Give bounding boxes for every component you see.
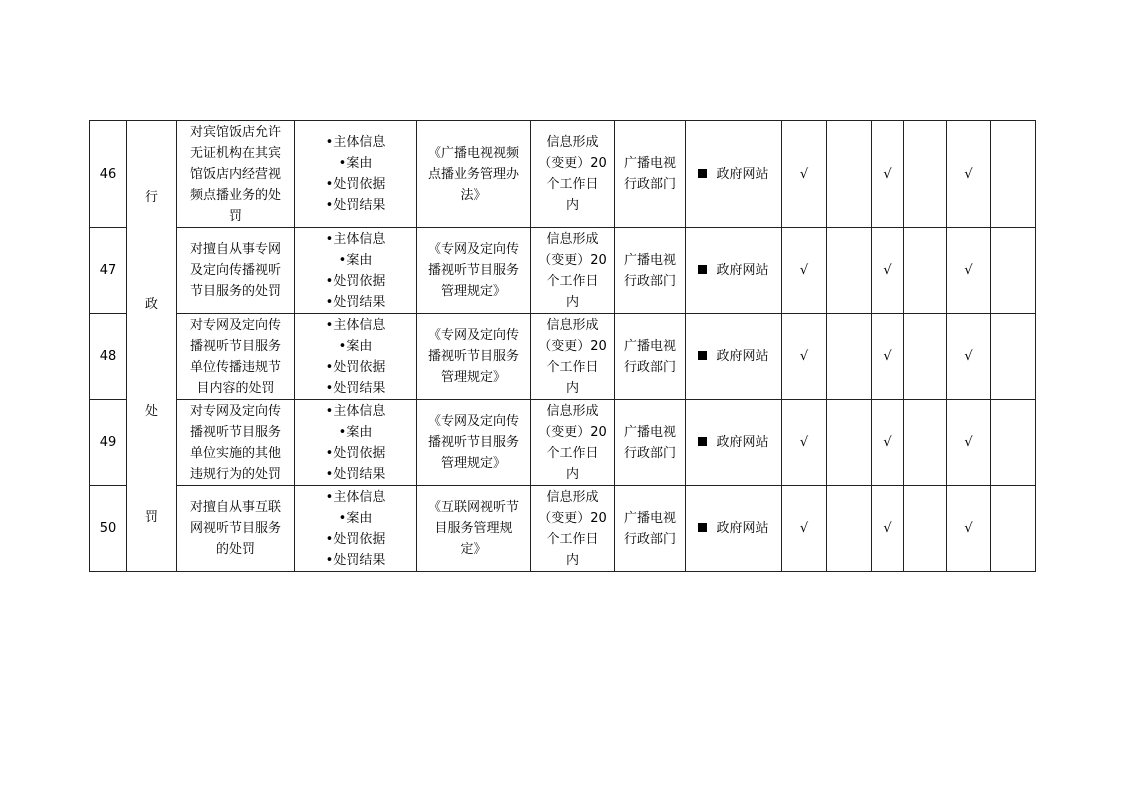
disclosure-content: [295, 121, 417, 228]
disclosure-content-line: •处罚依据: [325, 273, 386, 289]
checkmark-cell: √: [782, 314, 827, 400]
channel-label: 政府网站: [716, 435, 769, 450]
legal-basis-line: 《互联网视听节: [427, 500, 519, 515]
disclosure-content-line: •处罚结果: [325, 198, 386, 213]
disclosure-content-line: •案由: [338, 424, 373, 440]
channel-label: 政府网站: [716, 166, 769, 182]
item-name-line: 播视听节目服务: [189, 424, 281, 440]
checkmark-cell: √: [947, 314, 991, 400]
checkmark-cell: [827, 400, 872, 486]
legal-basis-line: 管理规定》: [440, 370, 506, 385]
row-number: 50: [90, 486, 127, 572]
disclosure-channel: [686, 486, 782, 572]
disclosure-time-line: 信息形成: [546, 135, 599, 150]
row-number: 49: [90, 400, 127, 486]
item-name-line: 单位实施的其他: [189, 445, 281, 461]
disclosure-time-line: 个工作日: [546, 273, 599, 289]
checkmark-cell: √: [782, 400, 827, 486]
disclosure-content-line: •处罚结果: [325, 380, 386, 396]
row-number: 48: [90, 314, 127, 400]
disclosure-subject-line: 行政部门: [623, 273, 676, 289]
disclosure-time: [531, 400, 615, 486]
checkmark-cell: [991, 486, 1036, 572]
checkmark-cell: [991, 314, 1036, 400]
disclosure-content-line: •处罚结果: [325, 466, 386, 482]
black-square-icon: [698, 437, 707, 446]
black-square-icon: [698, 523, 707, 532]
legal-basis-line: 法》: [460, 187, 487, 203]
disclosure-content-line: •主体信息: [325, 403, 386, 419]
black-square-icon: [698, 351, 707, 360]
disclosure-time-line: （变更）20: [538, 424, 607, 440]
disclosure-time: [531, 121, 615, 228]
disclosure-content-line: •处罚依据: [325, 531, 386, 547]
legal-basis-line: 《专网及定向传: [427, 328, 519, 343]
disclosure-content: [295, 228, 417, 314]
legal-basis-line: 定》: [460, 542, 487, 557]
channel-label: 政府网站: [716, 521, 769, 536]
disclosure-content-line: •案由: [338, 252, 373, 268]
table-row: [90, 400, 1036, 486]
disclosure-table: [89, 120, 1036, 572]
item-name-line: 节目服务的处罚: [189, 284, 281, 299]
disclosure-subject: [615, 400, 686, 486]
checkmark-cell: √: [947, 400, 991, 486]
black-square-icon: [698, 169, 707, 178]
disclosure-content-line: •处罚依据: [325, 445, 386, 461]
disclosure-content-line: •主体信息: [325, 317, 386, 333]
checkmark-cell: √: [947, 121, 991, 228]
legal-basis-line: 《专网及定向传: [427, 242, 519, 257]
checkmark-cell: √: [872, 400, 904, 486]
item-name-line: 对专网及定向传: [189, 403, 281, 419]
legal-basis: [417, 400, 531, 486]
legal-basis-line: 《广播电视视频: [427, 145, 519, 161]
checkmark-cell: [991, 228, 1036, 314]
table-row: [90, 486, 1036, 572]
checkmark-cell: √: [947, 228, 991, 314]
disclosure-content-line: •处罚结果: [325, 552, 386, 568]
disclosure-time-line: 内: [565, 380, 579, 396]
checkmark-cell: √: [872, 228, 904, 314]
disclosure-channel: [686, 400, 782, 486]
disclosure-subject-line: 行政部门: [623, 531, 676, 547]
disclosure-time-line: 内: [565, 552, 579, 568]
disclosure-time-line: 个工作日: [546, 359, 599, 375]
item-name: [177, 314, 295, 400]
checkmark-cell: √: [872, 314, 904, 400]
row-number: 47: [90, 228, 127, 314]
checkmark-cell: [827, 121, 872, 228]
disclosure-subject-line: 行政部门: [623, 445, 676, 461]
legal-basis: [417, 121, 531, 228]
category-char: 行: [144, 190, 158, 205]
item-name-line: 对擅自从事互联: [189, 500, 281, 515]
item-name-line: 网视听节目服务: [189, 521, 281, 536]
disclosure-content: [295, 314, 417, 400]
item-name-line: 对专网及定向传: [189, 317, 281, 333]
legal-basis-line: 播视听节目服务: [427, 435, 519, 450]
disclosure-subject: [615, 121, 686, 228]
disclosure-time-line: 内: [565, 466, 579, 482]
disclosure-content-line: •主体信息: [325, 489, 386, 505]
disclosure-content-line: •案由: [338, 510, 373, 526]
disclosure-channel: [686, 121, 782, 228]
disclosure-channel: [686, 228, 782, 314]
item-name-line: 的处罚: [215, 542, 255, 557]
disclosure-time-line: （变更）20: [538, 510, 607, 526]
disclosure-subject: [615, 486, 686, 572]
item-name-line: 频点播业务的处: [189, 187, 281, 203]
disclosure-time-line: （变更）20: [538, 156, 607, 171]
legal-basis-line: 播视听节目服务: [427, 349, 519, 364]
legal-basis-line: 管理规定》: [440, 456, 506, 471]
disclosure-subject: [615, 228, 686, 314]
legal-basis-line: 《专网及定向传: [427, 414, 519, 429]
item-name-line: 播视听节目服务: [189, 338, 281, 354]
checkmark-cell: [904, 486, 947, 572]
checkmark-cell: [904, 400, 947, 486]
disclosure-time-line: 内: [565, 294, 579, 310]
disclosure-time: [531, 486, 615, 572]
disclosure-time-line: 个工作日: [546, 445, 599, 461]
table-row: [90, 121, 1036, 228]
disclosure-subject-line: 行政部门: [623, 359, 676, 375]
category-char: 罚: [144, 510, 158, 525]
disclosure-content-line: •处罚结果: [325, 294, 386, 310]
item-name-line: 馆饭店内经营视: [189, 166, 281, 182]
category-cell: [127, 121, 177, 572]
channel-label: 政府网站: [716, 263, 769, 278]
checkmark-cell: [991, 400, 1036, 486]
legal-basis: [417, 314, 531, 400]
disclosure-time-line: 信息形成: [546, 403, 599, 419]
disclosure-content-line: •主体信息: [325, 231, 386, 247]
disclosure-time: [531, 314, 615, 400]
disclosure-time-line: 信息形成: [546, 317, 599, 333]
disclosure-subject-line: 广播电视: [623, 338, 676, 354]
disclosure-content-line: •主体信息: [325, 135, 386, 150]
disclosure-subject-line: 广播电视: [623, 252, 676, 268]
disclosure-content-line: •处罚依据: [325, 359, 386, 375]
disclosure-time-line: 信息形成: [546, 489, 599, 505]
checkmark-cell: [991, 121, 1036, 228]
disclosure-subject-line: 广播电视: [623, 156, 676, 171]
legal-basis-line: 播视听节目服务: [427, 263, 519, 278]
item-name-line: 单位传播违规节: [189, 359, 281, 375]
item-name-line: 对宾馆饭店允许: [189, 124, 281, 140]
row-number: 46: [90, 121, 127, 228]
item-name-line: 及定向传播视听: [189, 263, 281, 278]
black-square-icon: [698, 265, 707, 274]
disclosure-time-line: 信息形成: [546, 231, 599, 247]
legal-basis-line: 目服务管理规: [434, 521, 513, 536]
disclosure-subject-line: 行政部门: [623, 177, 676, 192]
table-row: [90, 314, 1036, 400]
disclosure-content-line: •处罚依据: [325, 177, 386, 192]
checkmark-cell: √: [782, 486, 827, 572]
disclosure-subject: [615, 314, 686, 400]
checkmark-cell: √: [782, 228, 827, 314]
item-name: [177, 121, 295, 228]
item-name-line: 对擅自从事专网: [189, 242, 281, 257]
disclosure-content-line: •案由: [338, 338, 373, 354]
item-name: [177, 228, 295, 314]
item-name: [177, 486, 295, 572]
legal-basis-line: 管理规定》: [440, 284, 506, 299]
disclosure-content-line: •案由: [338, 156, 373, 171]
checkmark-cell: [904, 121, 947, 228]
category-char: 处: [144, 404, 158, 419]
checkmark-cell: √: [872, 486, 904, 572]
legal-basis: [417, 228, 531, 314]
checkmark-cell: √: [947, 486, 991, 572]
checkmark-cell: [904, 228, 947, 314]
disclosure-time-line: （变更）20: [538, 252, 607, 268]
disclosure-content: [295, 486, 417, 572]
item-name: [177, 400, 295, 486]
disclosure-time: [531, 228, 615, 314]
checkmark-cell: [827, 228, 872, 314]
disclosure-subject-line: 广播电视: [623, 424, 676, 440]
disclosure-time-line: 内: [565, 198, 579, 213]
disclosure-content: [295, 400, 417, 486]
item-name-line: 无证机构在其宾: [189, 145, 281, 161]
disclosure-subject-line: 广播电视: [623, 510, 676, 526]
disclosure-time-line: 个工作日: [546, 531, 599, 547]
checkmark-cell: [904, 314, 947, 400]
disclosure-time-line: 个工作日: [546, 177, 599, 192]
table-row: [90, 228, 1036, 314]
checkmark-cell: √: [872, 121, 904, 228]
checkmark-cell: [827, 314, 872, 400]
channel-label: 政府网站: [716, 349, 769, 364]
disclosure-channel: [686, 314, 782, 400]
checkmark-cell: √: [782, 121, 827, 228]
item-name-line: 罚: [228, 208, 242, 224]
category-char: 政: [144, 297, 158, 312]
item-name-line: 目内容的处罚: [196, 380, 275, 396]
checkmark-cell: [827, 486, 872, 572]
disclosure-time-line: （变更）20: [538, 338, 607, 354]
legal-basis-line: 点播业务管理办: [427, 166, 519, 182]
legal-basis: [417, 486, 531, 572]
item-name-line: 违规行为的处罚: [189, 466, 281, 482]
